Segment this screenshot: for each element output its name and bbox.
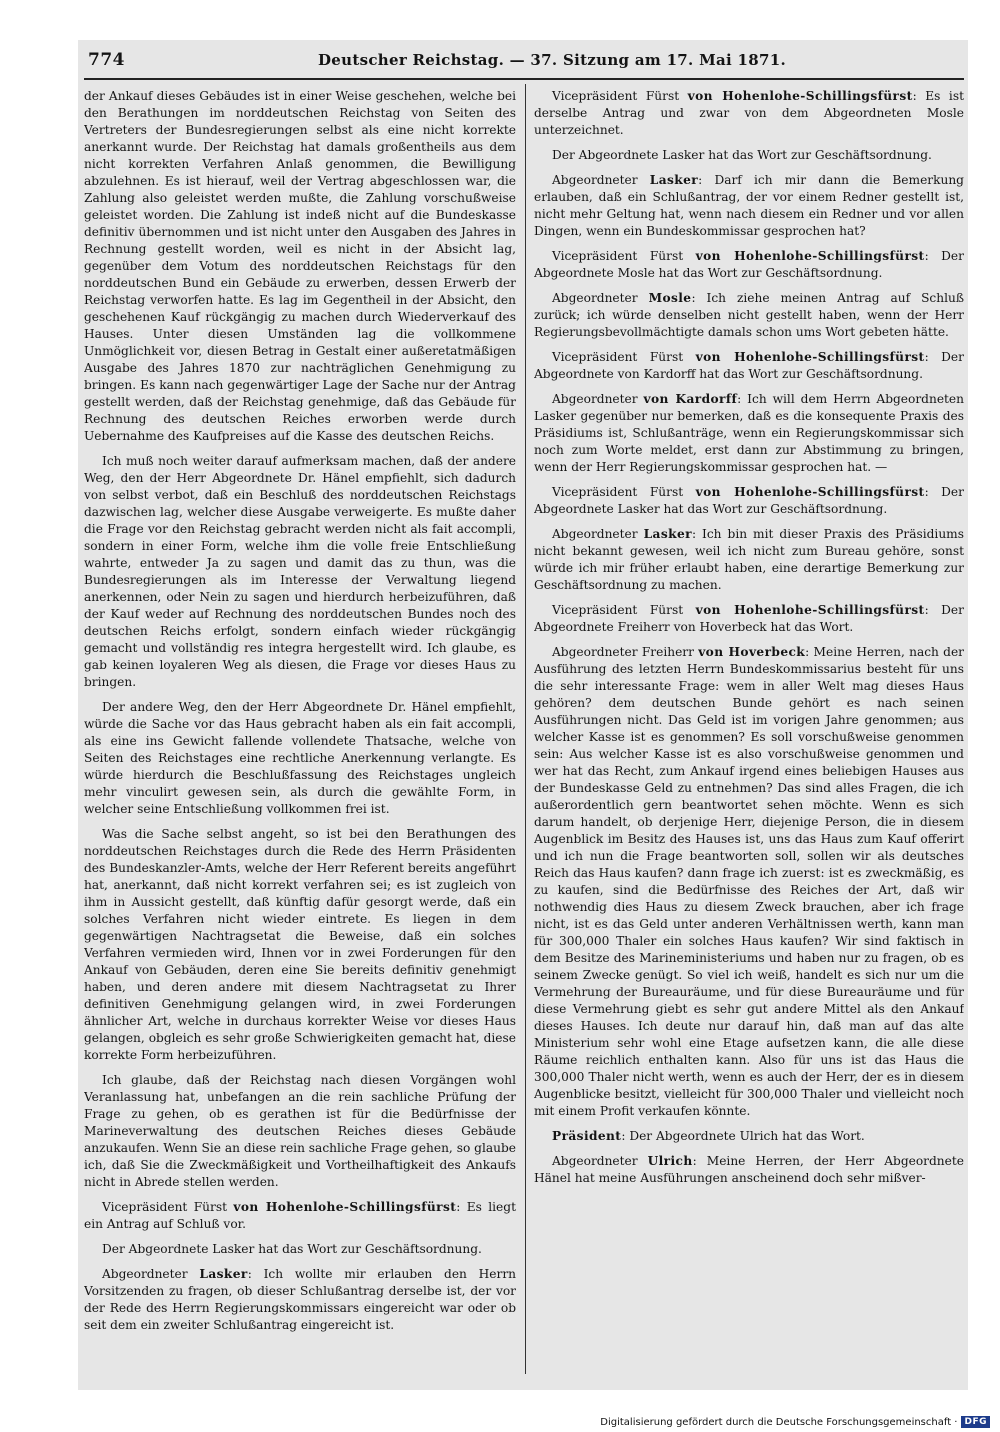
speaker-name: Lasker [199, 1267, 248, 1281]
speech-paragraph [534, 484, 964, 518]
speaker-name: Mosle [648, 291, 692, 305]
speech-paragraph [534, 1153, 964, 1187]
scanned-page [78, 40, 968, 1390]
speaker-title: Abgeordneter Freiherr [552, 645, 699, 659]
left-column [84, 88, 516, 1368]
credit-text: Digitalisierung gefördert durch die Deutsche Forschungsgemeinschaft · [600, 1416, 958, 1428]
speech-text: : Darf ich mir dann die Bemerkung erlauben, daß ein Schlußantrag, der vor einem Redner gestellt ist, nicht mehr Geltung hat, wenn nach diesem ein Redner und vor allen Dingen, wenn ein Bundeskommissar gesprochen hat? [534, 173, 964, 238]
speech-paragraph [534, 526, 964, 594]
speaker-title: Vicepräsident Fürst [552, 485, 696, 499]
speech-paragraph [84, 1266, 516, 1334]
speech-text: : Es liegt ein Antrag auf Schluß vor. [84, 1200, 516, 1231]
speaker-name: Ulrich [647, 1154, 693, 1168]
speech-text: : Meine Herren, der Herr Abgeordnete Hänel hat meine Ausführungen anscheinend doch sehr mißver- [534, 1154, 964, 1185]
text-paragraph: Ich muß noch weiter darauf aufmerksam machen, daß der andere Weg, den der Herr Abgeordnete Dr. Hänel empfiehlt, sich dadurch von selbst verbot, daß ein Beschluß des norddeutschen Reichstags dazwischen lag, welcher diese Ausgabe verweigerte. Es mußte daher die Frage vor den Reichstag gebracht werden nicht als fait accompli, sondern in einer Form, welche ihm die volle freie Entschließung wahrte, entweder Ja zu sagen und damit das zu thun, was die Bundesregierungen als im Interesse der Verwaltung liegend anerkennen, oder Nein zu sagen und hierdurch herbeizuführen, daß der Kauf weder auf Rechnung des norddeutschen Bundes noch des deutschen Reichs erfolgt, sondern einfach wieder rückgängig gemacht und vollständig res integra hergestellt wird. Ich glaube, es gab keinen loyaleren Weg als diesen, die Frage vor dieses Haus zu bringen. [84, 454, 516, 689]
dfg-logo: DFG [961, 1416, 990, 1428]
speech-text: : Der Abgeordnete Ulrich hat das Wort. [621, 1129, 865, 1143]
speaker-title: Abgeordneter [552, 291, 649, 305]
speech-text: : Der Abgeordnete Mosle hat das Wort zur Geschäftsordnung. [534, 249, 964, 280]
speech-paragraph [84, 1199, 516, 1233]
header-rule [84, 78, 964, 80]
speech-paragraph [534, 172, 964, 240]
speech-paragraph [534, 391, 964, 476]
speaker-name: Lasker [643, 527, 692, 541]
speech-paragraph [534, 1128, 964, 1145]
speaker-name: von Hoverbeck [698, 645, 806, 659]
speech-paragraph [534, 349, 964, 383]
speaker-title: Vicepräsident Fürst [102, 1200, 234, 1214]
speech-text: : Meine Herren, nach der Ausführung des letzten Herrn Bundeskommissarius besteht für uns die sehr interessante Frage: wem in aller Welt mag dieses Haus gehören? dem deutschen Bunde gehört es nach seinen Ausführungen nicht. Das Geld ist im vorigen Jahre genommen; aus welcher Kasse ist es genommen? Es soll vorschußweise genommen sein: Aus welcher Kasse ist es also vorschußweise genommen und wer hat das Recht, zum Ankauf irgend eines beliebigen Hauses aus der Bundeskasse Geld zu entnehmen? Das sind alles Fragen, die ich außerordentlich gern beantwortet sehen möchte. Wenn es sich darum handelt, ob derjenige Herr, diejenige Person, die in diesem Augenblick im Besitz des Hauses ist, uns das Haus zum Kauf offerirt und ich nun die Frage beantworten soll, sollen wir als deutsches Reich das Haus kaufen? dann frage ich zuerst: ist es zweckmäßig, es zu kaufen, sind die Bedürfnisse des Reiches der Art, daß wir nothwendig dies Haus zu diesem Zweck brauchen, aber ich frage nicht, ist es das Geld unter anderen Verhältnissen werth, kann man für 300,000 Thaler ein solches Haus kaufen? Wir sind faktisch in dem Besitze des Marineministeriums und haben nur zu fragen, ob es seinem Zwecke genügt. So viel ich weiß, handelt es sich nur um die Vermehrung der Bureauräume, und für diese Bureauräume und für diese Vermehrung giebt es sehr gut andere Mittel als den Ankauf dieses Hauses. Ich deute nur darauf hin, daß man auf das alte Ministerium sehr wohl eine Etage aufsetzen kann, die alle diese Räume reichlich enthalten kann. Also für uns ist das Haus die 300,000 Thaler nicht werth, wenn es auch der Herr, der es in diesem Augenblicke besitzt, vielleicht für 300,000 Thaler und vielleicht noch mit einem Profit verkaufen könnte. [534, 645, 964, 1118]
digitization-credit [600, 1416, 990, 1428]
speaker-name: von Hohenlohe-Schillingsfürst [695, 350, 925, 364]
speech-paragraph [534, 248, 964, 282]
text-paragraph: Der andere Weg, den der Herr Abgeordnete Dr. Hänel empfiehlt, würde die Sache vor das Haus gebracht haben als ein fait accompli, als eine ins Gewicht fallende vollendete Thatsache, welche von Seiten des Reichstages eine rechtliche Anerkennung verlangte. Es würde hierdurch die Beschlußfassung des Reichstages ungleich mehr vinculirt gewesen sein, als durch die gewählte Form, in welcher seine Entschließung vollkommen frei ist. [84, 700, 516, 816]
speaker-title: Abgeordneter [552, 527, 644, 541]
speech-paragraph [534, 88, 964, 139]
speaker-name: von Hohenlohe-Schillingsfürst [695, 603, 925, 617]
speech-text: : Ich ziehe meinen Antrag auf Schluß zurück; ich würde denselben nicht gestellt haben, wenn der Herr Regierungsbevollmächtigte damals schon ums Wort gebeten hätte. [534, 291, 964, 339]
running-title: Deutscher Reichstag. — 37. Sitzung am 17. Mai 1871. [318, 51, 786, 69]
speaker-title: Vicepräsident Fürst [552, 350, 696, 364]
speaker-name: von Hohenlohe-Schillingsfürst [233, 1200, 457, 1214]
speech-text: : Es ist derselbe Antrag und zwar von dem Abgeordneten Mosle unterzeichnet. [534, 89, 964, 137]
text-paragraph: Der Abgeordnete Lasker hat das Wort zur Geschäftsordnung. [552, 148, 932, 162]
right-column [534, 88, 964, 1368]
speaker-name: von Hohenlohe-Schillingsfürst [687, 89, 913, 103]
speaker-title: Abgeordneter [552, 392, 644, 406]
text-paragraph: Der Abgeordnete Lasker hat das Wort zur Geschäftsordnung. [102, 1242, 482, 1256]
column-divider [525, 84, 526, 1374]
speech-text: : Der Abgeordnete Lasker hat das Wort zur Geschäftsordnung. [534, 485, 964, 516]
speaker-name: Präsident [552, 1129, 622, 1143]
speech-paragraph [534, 602, 964, 636]
speaker-title: Abgeordneter [552, 1154, 648, 1168]
speech-text: : Der Abgeordnete von Kardorff hat das Wort zur Geschäftsordnung. [534, 350, 964, 381]
speech-paragraph [534, 290, 964, 341]
speaker-name: von Hohenlohe-Schillingsfürst [695, 249, 925, 263]
speech-text: : Ich wollte mir erlauben den Herrn Vorsitzenden zu fragen, ob dieser Schlußantrag derselbe ist, der vor der Rede des Herrn Regierungskommissars eingereicht war oder ob seit dem ein zweiter Schlußantrag eingereicht ist. [84, 1267, 516, 1332]
speaker-name: Lasker [649, 173, 699, 187]
speech-text: : Der Abgeordnete Freiherr von Hoverbeck hat das Wort. [534, 603, 964, 634]
speech-text: : Ich bin mit dieser Praxis des Präsidiums nicht bekannt gewesen, weil ich nicht zum Bureau gehöre, sonst würde ich mir früher erlaubt haben, eine derartige Bemerkung zur Geschäftsordnung zu machen. [534, 527, 964, 592]
speaker-title: Abgeordneter [102, 1267, 200, 1281]
speech-text: : Ich will dem Herrn Abgeordneten Lasker gegenüber nur bemerken, daß es die konsequente Praxis des Präsidiums ist, Schlußanträge, wenn ein Regierungskommissar sich noch zum Worte meldet, erst dann zur Abstimmung zu bringen, wenn der Herr Regierungskommissar gesprochen hat. — [534, 392, 964, 474]
page-header [78, 46, 968, 78]
speaker-title: Vicepräsident Fürst [552, 603, 696, 617]
speaker-title: Vicepräsident Fürst [552, 89, 688, 103]
continued-paragraph: der Ankauf dieses Gebäudes ist in einer Weise geschehen, welche bei den Berathungen im norddeutschen Reichstag von Seiten des Vertreters der Bundesregierungen selbst als eine nicht korrekte anerkannt wurde. Der Reichstag hat damals großentheils aus dem nicht korrekten Verfahren Anlaß genommen, die Bewilligung abzulehnen. Es ist hierauf, weil der Vertrag abgeschlossen war, die Zahlung also geleistet werden mußte, die Zahlung vorschußweise geleistet worden. Die Zahlung ist indeß nicht auf die Bundeskasse definitiv übernommen und ist nicht unter den Ausgaben des Jahres in Rechnung gestellt worden, weil es nicht in der Absicht lag, gegenüber dem Votum des norddeutschen Reichstags für den norddeutschen Bund ein Gebäude zu erwerben, dessen Erwerb der Reichstag verworfen hatte. Es lag im Gegentheil in der Absicht, den geschehenen Kauf rückgängig zu machen durch Wiederverkauf des Hauses. Unter diesen Umständen lag die vollkommene Unmöglichkeit vor, diesen Betrag in Gestalt einer außeretatmäßigen Ausgabe des Jahres 1870 zur nachträglichen Genehmigung zu bringen. Es kann nach gegenwärtiger Lage der Sache nur der Antrag gestellt werden, daß der Reichstag genehmige, daß das Gebäude für Rechnung des deutschen Reiches erworben werde durch Uebernahme des Kaufpreises auf die Kasse des deutschen Reichs. [84, 89, 516, 443]
page-number: 774 [88, 50, 125, 70]
speaker-name: von Hohenlohe-Schillingsfürst [695, 485, 925, 499]
speaker-name: von Kardorff [643, 392, 738, 406]
speaker-title: Vicepräsident Fürst [552, 249, 696, 263]
speaker-title: Abgeordneter [552, 173, 650, 187]
speech-paragraph [534, 644, 964, 1120]
text-paragraph: Ich glaube, daß der Reichstag nach diesen Vorgängen wohl Veranlassung hat, unbefangen an die rein sachliche Prüfung der Frage zu gehen, ob es gerathen ist für die Bedürfnisse der Marineverwaltung des deutschen Reiches dieses Gebäude anzukaufen. Wenn Sie an diese rein sachliche Frage gehen, so glaube ich, daß Sie die Zweckmäßigkeit und Vortheilhaftigkeit des Ankaufs nicht in Abrede stellen werden. [84, 1073, 516, 1189]
text-paragraph: Was die Sache selbst angeht, so ist bei den Berathungen des norddeutschen Reichstages durch die Rede des Herrn Präsidenten des Bundeskanzler-Amts, welche der Herr Referent bereits angeführt hat, anerkannt, daß nicht korrekt verfahren sei; es ist zugleich von ihm in Aussicht gestellt, daß künftig dafür gesorgt werde, daß ein solches Verfahren nicht wieder eintrete. Es liegen in dem gegenwärtigen Nachtragsetat die Beweise, daß ein solches Verfahren vermieden wird, Ihnen vor in zwei Forderungen für den Ankauf von Gebäuden, deren eine Sie bereits definitiv genehmigt haben, und deren andere mit diesem Nachtragsetat zu Ihrer definitiven Genehmigung gelangen wird, in zwei Forderungen ähnlicher Art, welche in durchaus korrekter Weise vor dieses Haus gelangen, obgleich es sehr große Schwierigkeiten gemacht hat, diese korrekte Form herbeizuführen. [84, 827, 516, 1062]
